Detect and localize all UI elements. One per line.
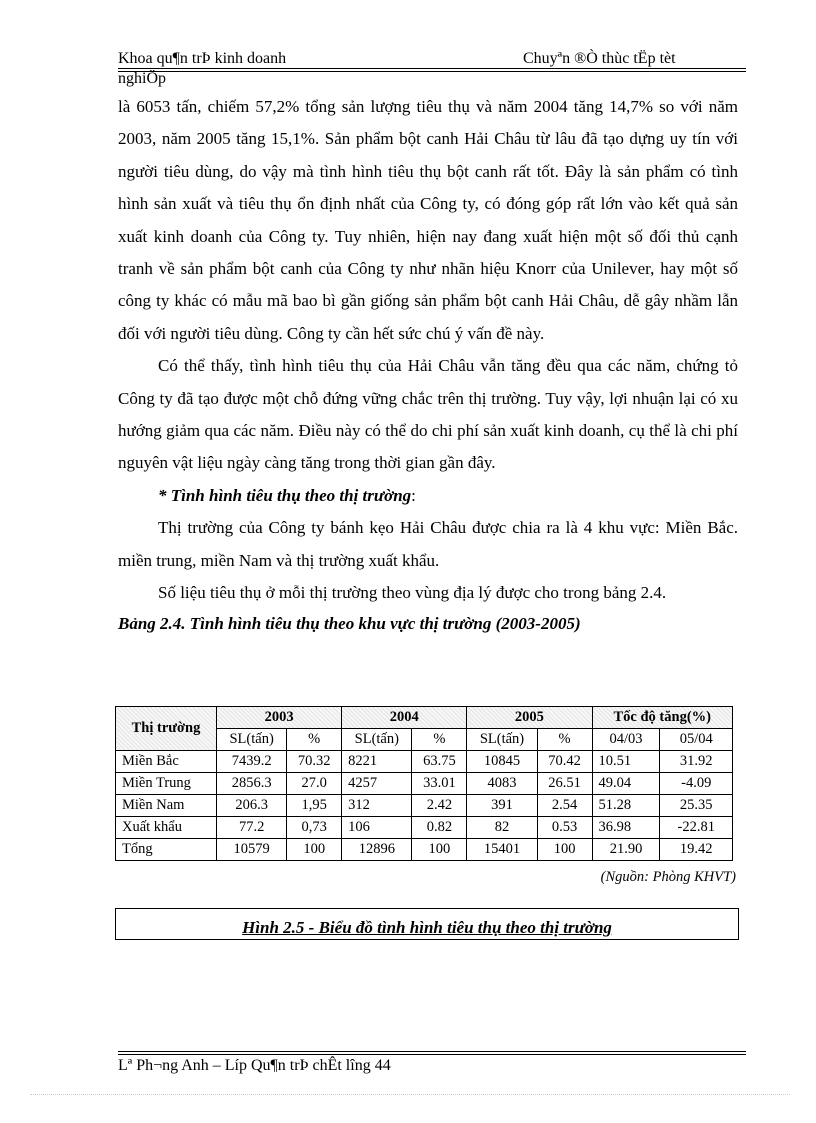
footer-rule-bottom	[118, 1054, 746, 1055]
cell: 100	[537, 839, 592, 861]
section-colon: :	[411, 485, 416, 505]
header-department: Khoa qu¶n trÞ kinh doanh	[118, 50, 287, 67]
col-year-2005: 2005	[467, 707, 592, 729]
cell: 2856.3	[217, 773, 287, 795]
cell: 51.28	[592, 795, 660, 817]
figure-caption: Hình 2.5 - Biểu đồ tình hình tiêu thụ theo thị trường	[242, 918, 612, 937]
cell: 36.98	[592, 817, 660, 839]
page-edge-dotted-line	[30, 1094, 790, 1095]
header-rule-top	[118, 68, 746, 69]
col-growth: Tốc độ tăng(%)	[592, 707, 732, 729]
paragraph: Số liệu tiêu thụ ở mỗi thị trường theo vùng địa lý được cho trong bảng 2.4.	[158, 583, 667, 603]
paragraph: Thị trường của Công ty bánh kẹo Hải Châu được chia ra là 4 khu vực: Miền Bắc. miền trung, miền Nam và thị trường xuất khẩu.	[118, 518, 738, 570]
cell: 100	[412, 839, 467, 861]
cell: 21.90	[592, 839, 660, 861]
cell: 8221	[342, 751, 412, 773]
cell: 0.82	[412, 817, 467, 839]
sub-pct: %	[287, 729, 342, 751]
cell: 206.3	[217, 795, 287, 817]
cell: 312	[342, 795, 412, 817]
cell: 33.01	[412, 773, 467, 795]
cell: 25.35	[660, 795, 733, 817]
cell: 106	[342, 817, 412, 839]
cell: 4083	[467, 773, 537, 795]
row-label: Miền Bắc	[116, 751, 217, 773]
row-label: Tổng	[116, 839, 217, 861]
cell: 26.51	[537, 773, 592, 795]
table-row	[116, 817, 733, 839]
table-row	[116, 795, 733, 817]
cell: 27.0	[287, 773, 342, 795]
cell: 2.42	[412, 795, 467, 817]
table-title: Bảng 2.4. Tình hình tiêu thụ theo khu vực thị trường (2003-2005)	[118, 613, 581, 633]
table-source: (Nguồn: Phòng KHVT)	[600, 869, 736, 885]
sub-sl: SL(tấn)	[467, 729, 537, 751]
cell: 63.75	[412, 751, 467, 773]
table-row-total	[116, 839, 733, 861]
cell: 7439.2	[217, 751, 287, 773]
page-footer: Lª Ph¬ng Anh – Líp Qu¶n trÞ chÊt lîng 44	[118, 1057, 391, 1074]
cell: 77.2	[217, 817, 287, 839]
cell: 0,73	[287, 817, 342, 839]
cell: 4257	[342, 773, 412, 795]
cell: 15401	[467, 839, 537, 861]
cell: 391	[467, 795, 537, 817]
cell: 10.51	[592, 751, 660, 773]
cell: -4.09	[660, 773, 733, 795]
cell: 2.54	[537, 795, 592, 817]
sub-growth-0504: 05/04	[660, 729, 733, 751]
cell: 31.92	[660, 751, 733, 773]
footer-rule-top	[118, 1051, 746, 1052]
col-year-2004: 2004	[342, 707, 467, 729]
cell: 49.04	[592, 773, 660, 795]
cell: 70.32	[287, 751, 342, 773]
table-row	[116, 773, 733, 795]
market-sales-table	[115, 706, 733, 861]
row-label: Miền Nam	[116, 795, 217, 817]
cell: 10579	[217, 839, 287, 861]
table-row	[116, 751, 733, 773]
cell: 0.53	[537, 817, 592, 839]
col-year-2003: 2003	[217, 707, 342, 729]
header-report-title: Chuyªn ®Ò thùc tËp tèt	[523, 50, 676, 67]
sub-sl: SL(tấn)	[342, 729, 412, 751]
cell: 100	[287, 839, 342, 861]
sub-sl: SL(tấn)	[217, 729, 287, 751]
row-label: Xuất khẩu	[116, 817, 217, 839]
cell: 19.42	[660, 839, 733, 861]
paragraph: Có thể thấy, tình hình tiêu thụ của Hải Châu vẫn tăng đều qua các năm, chứng tỏ Công ty đã tạo được một chỗ đứng vững chắc trên thị trường. Tuy vậy, lợi nhuận lại có xu hướng giảm qua các năm. Điều này có thể do chi phí sản xuất kinh doanh, cụ thể là chi phí nguyên vật liệu ngày càng tăng trong thời gian gần đây.	[118, 356, 738, 473]
figure-frame	[115, 908, 739, 940]
header-report-title-cont: nghiÖp	[118, 70, 166, 87]
section-heading	[118, 480, 738, 512]
cell: 1,95	[287, 795, 342, 817]
paragraph: là 6053 tấn, chiếm 57,2% tổng sản lượng tiêu thụ và năm 2004 tăng 14,7% so với năm 2003, năm 2005 tăng 15,1%. Sản phẩm bột canh Hải Châu từ lâu đã tạo dựng uy tín với người tiêu dùng, do vậy mà tình hình tiêu thụ bột canh rất tốt. Đây là sản phẩm có tình hình sản xuất và tiêu thụ ổn định nhất của Công ty, có đóng góp rất lớn vào kết quả sản xuất kinh doanh của Công ty. Tuy nhiên, hiện nay đang xuất hiện một số đối thủ cạnh tranh về sản phẩm bột canh của Công ty như nhãn hiệu Knorr của Unilever, hay một số công ty khác có mẫu mã bao bì gần giống sản phẩm bột canh Hải Châu, dễ gây nhầm lẫn đối với người tiêu dùng. Công ty cần hết sức chú ý vấn đề này.	[118, 97, 738, 343]
cell: 12896	[342, 839, 412, 861]
header-rule-bottom	[118, 71, 746, 72]
sub-pct: %	[537, 729, 592, 751]
cell: 82	[467, 817, 537, 839]
section-title: * Tình hình tiêu thụ theo thị trường	[158, 485, 412, 505]
cell: 70.42	[537, 751, 592, 773]
sub-growth-0403: 04/03	[592, 729, 660, 751]
row-label: Miền Trung	[116, 773, 217, 795]
cell: -22.81	[660, 817, 733, 839]
cell: 10845	[467, 751, 537, 773]
body-text	[118, 91, 738, 638]
col-market: Thị trường	[116, 707, 217, 751]
sub-pct: %	[412, 729, 467, 751]
